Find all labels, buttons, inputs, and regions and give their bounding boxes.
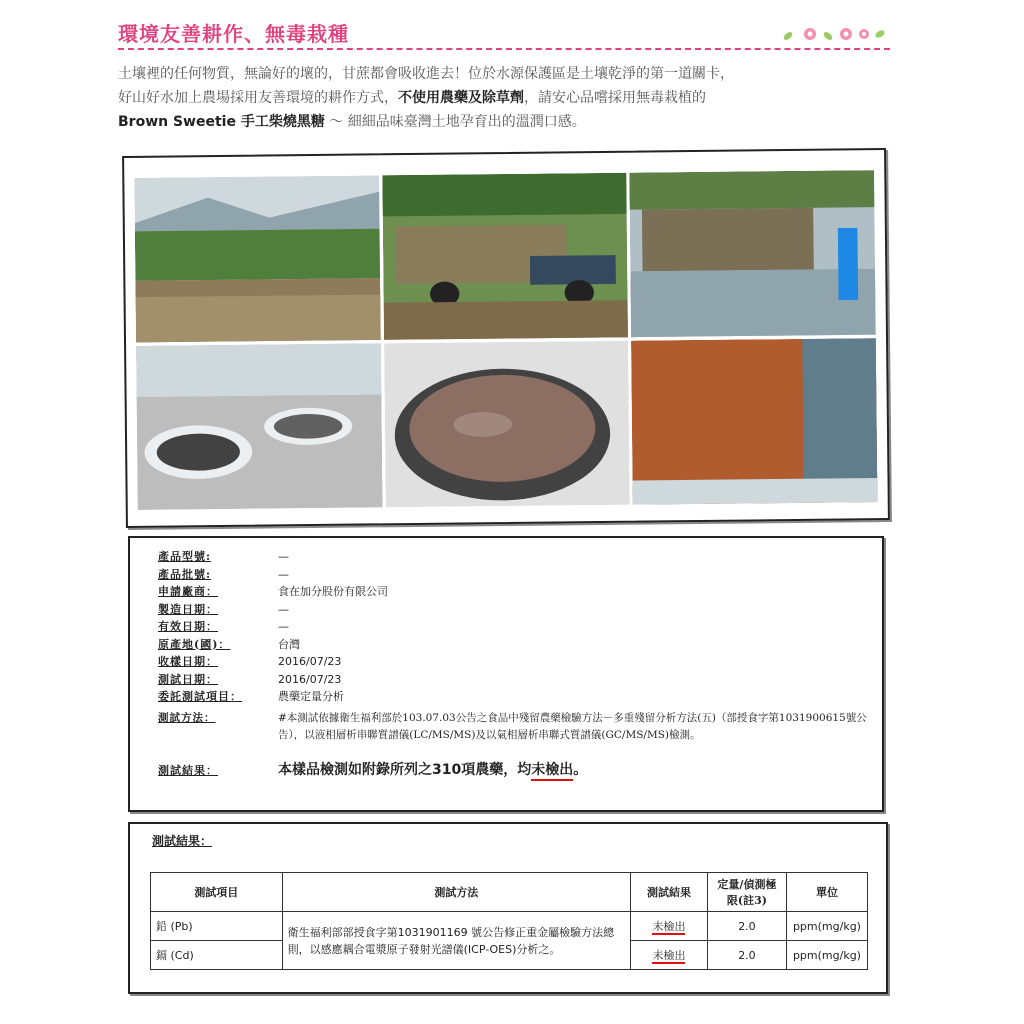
results-table-title: 測試結果： — [152, 834, 213, 848]
header-unit: 單位 — [786, 873, 867, 912]
flower-ornament-icon — [780, 22, 890, 46]
report-row: 收樣日期： 2016/07/23 — [158, 655, 342, 668]
dashed-divider — [118, 48, 890, 50]
photo-cane-truck — [382, 173, 628, 340]
report-row: 測試日期： 2016/07/23 — [158, 672, 342, 686]
report-row: 產品型號: — — [158, 550, 289, 563]
result-not-detected: 未檢出 — [652, 949, 686, 962]
header-limit: 定量/偵測極限(註3) — [707, 873, 786, 912]
intro-line: Brown Sweetie 手工柴燒黑糖 ～ 細細品味臺灣土地孕育出的溫潤口感。 — [118, 114, 586, 130]
report-row: 委託測試項目： 農藥定量分析 — [158, 690, 344, 703]
table-row: 鎘 (Cd) 未檢出 2.0 ppm(mg/kg) — [151, 941, 868, 970]
test-result-row: 測試結果： 本樣品檢測如附錄所列之310項農藥，均未檢出。 — [158, 762, 868, 780]
result-not-detected: 未檢出 — [652, 920, 686, 933]
photo-syrup-cooking — [384, 340, 630, 507]
intro-line: 好山好水加上農場採用友善環境的耕作方式，不使用農藥及除草劑，請安心品嚐採用無毒栽植的 — [118, 90, 706, 106]
page-title: 環境友善耕作、無毒栽種 — [118, 22, 349, 46]
report-row: 有效日期： — — [158, 620, 289, 633]
table-header-row — [151, 873, 868, 912]
photo-sugarcane-field — [134, 175, 380, 342]
intro-line: 土壤裡的任何物質，無論好的壞的，甘蔗都會吸收進去！位於水源保護區是土壤乾淨的第一道關卡， — [118, 66, 734, 82]
header-result: 測試結果 — [631, 873, 708, 912]
method-cell: 衛生福利部部授食字第1031901169 號公告修正重金屬檢驗方法總則，以感應耦合電漿原子發射光譜儀(ICP-OES)分析之。 — [282, 912, 630, 970]
test-report-frame — [128, 536, 884, 812]
photo-boiling-woks — [136, 343, 382, 510]
section-header — [118, 18, 898, 52]
photo-collage-frame — [122, 148, 890, 528]
photo-cane-unloading — [630, 170, 876, 337]
photo-brown-sugar-drying — [631, 338, 877, 505]
header-method: 測試方法 — [282, 873, 630, 912]
intro-paragraph — [118, 62, 908, 134]
report-row: 產品批號: — — [158, 567, 289, 581]
report-row: 申請廠商： 食在加分股份有限公司 — [158, 585, 388, 598]
table-row: 鉛 (Pb) 衛生福利部部授食字第1031901169 號公告修正重金屬檢驗方法總則，以感應耦合電漿原子發射光譜儀(ICP-OES)分析之。 未檢出 2.0 ppm(mg/kg) — [151, 912, 868, 941]
heavy-metal-results-frame — [128, 822, 888, 994]
header-item: 測試項目 — [151, 873, 283, 912]
report-row: 原產地(國)： 台灣 — [158, 637, 300, 651]
results-table — [150, 872, 868, 970]
report-row: 製造日期： — — [158, 602, 289, 616]
test-method-row: 測試方法： #本測試依據衛生福利部於103.07.03公告之食品中殘留農藥檢驗方法－多重殘留分析方法(五)（部授食字第1031900615號公告），以液相層析串聯質譜儀(LC/MS/MS)及以氣相層析串聯式質譜儀(GC/MS/MS)檢測。 — [158, 711, 867, 741]
not-detected-highlight: 未檢出 — [531, 762, 573, 781]
